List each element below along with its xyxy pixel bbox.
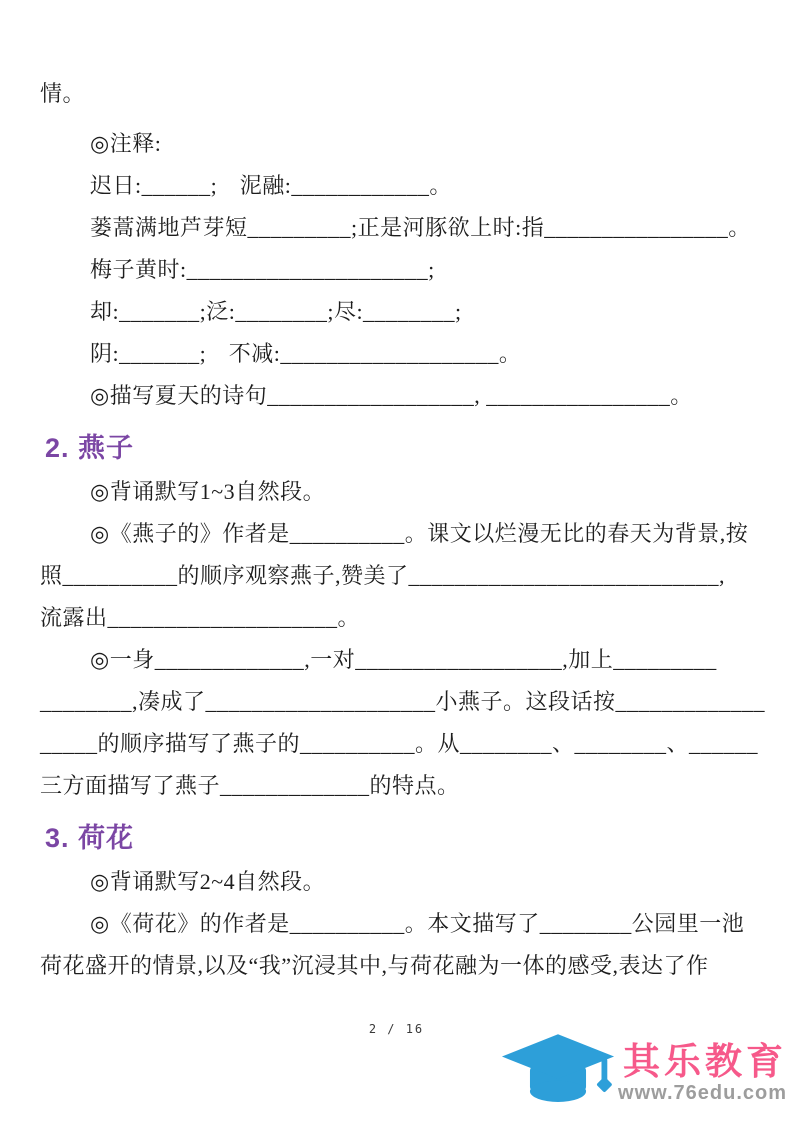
body-line: ◎背诵默写1~3自然段。 <box>90 479 326 504</box>
notes-label: ◎注释: <box>90 131 162 156</box>
body-line: ◎一身_____________,一对__________________,加上_________ <box>90 647 717 672</box>
body-line: ◎《燕子的》作者是__________。课文以烂漫无比的春天为背景,按 <box>90 521 749 546</box>
brand-watermark <box>500 1032 787 1112</box>
body-line: 却:_______;泛:________;尽:________; <box>90 299 462 324</box>
body-line: _____的顺序描写了燕子的__________。从________、________、______ <box>40 731 759 756</box>
body-line: 三方面描写了燕子_____________的特点。 <box>40 773 460 798</box>
body-line: ________,凑成了____________________小燕子。这段话按_____________ <box>40 689 766 714</box>
brand-name: 其乐教育 <box>623 1040 787 1082</box>
section-heading-lotus: 3. 荷花 <box>45 823 135 853</box>
page-number: 2 / 16 <box>368 1022 425 1036</box>
graduation-cap-icon <box>500 1032 616 1112</box>
body-line: ◎描写夏天的诗句__________________, ________________。 <box>90 383 693 408</box>
body-line: 荷花盛开的情景,以及“我”沉浸其中,与荷花融为一体的感受,表达了作 <box>40 953 709 978</box>
section-heading-swallow: 2. 燕子 <box>45 433 135 463</box>
body-line: 阴:_______; 不减:___________________。 <box>90 341 522 366</box>
body-line: ◎背诵默写2~4自然段。 <box>90 869 326 894</box>
body-line: 迟日:______; 泥融:____________。 <box>90 173 452 198</box>
body-line: 蒌蒿满地芦芽短_________;正是河豚欲上时:指________________。 <box>90 215 751 240</box>
brand-url: www.76edu.com <box>618 1082 787 1105</box>
body-line: ◎《荷花》的作者是__________。本文描写了________公园里一池 <box>90 911 745 936</box>
body-line: 情。 <box>40 81 86 106</box>
brand-text <box>618 1041 787 1104</box>
body-line: 照__________的顺序观察燕子,赞美了___________________________, <box>40 563 726 588</box>
body-line: 梅子黄时:_____________________; <box>90 257 435 282</box>
body-line: 流露出____________________。 <box>40 605 361 630</box>
